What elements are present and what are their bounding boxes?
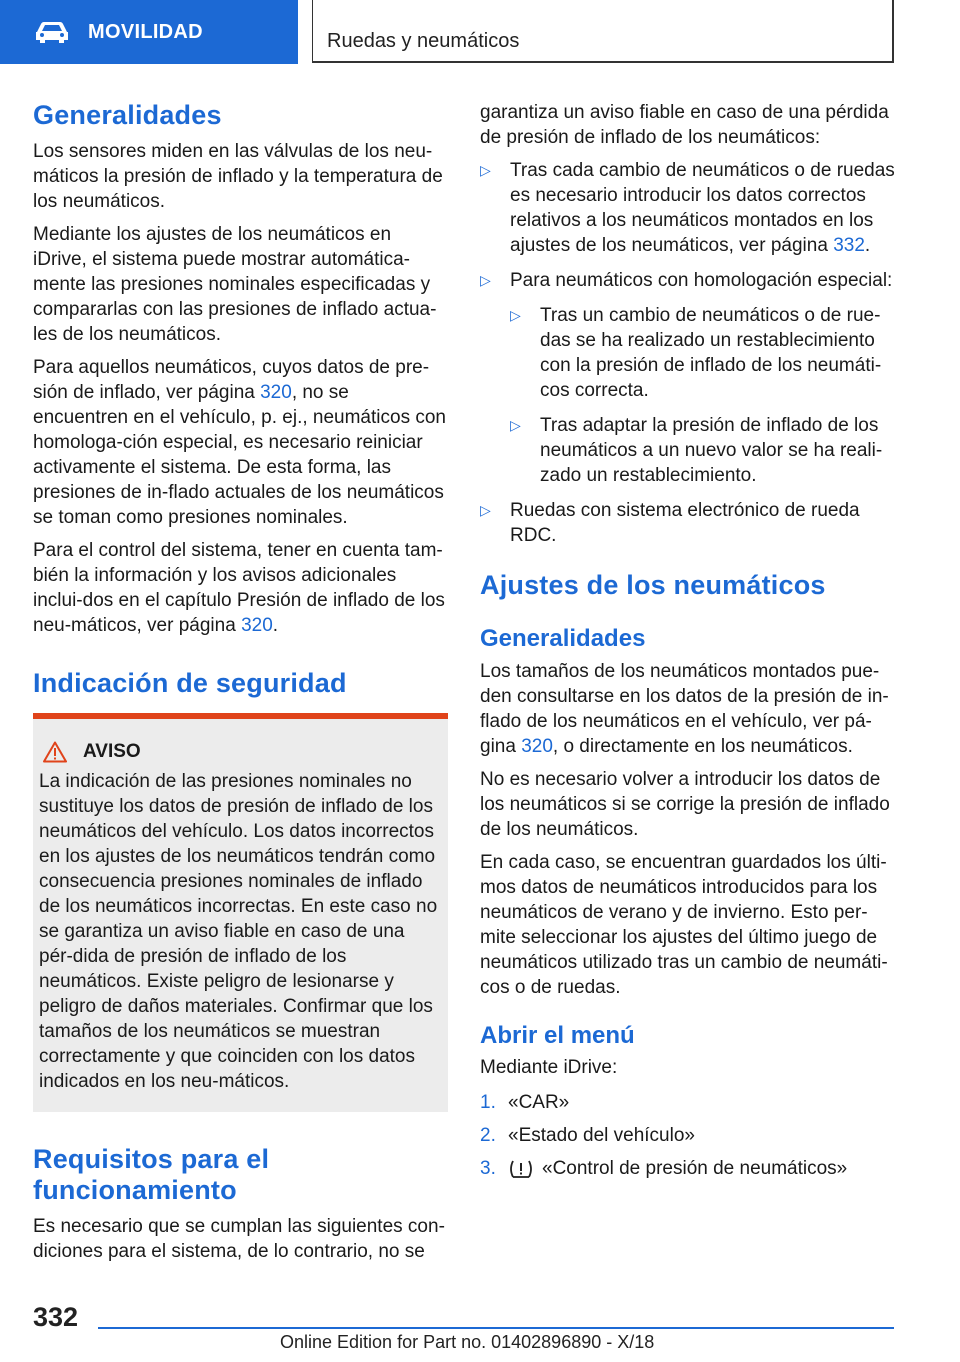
list-item: ▷ Para neumáticos con homologación especial: ▷ Tras un cambio de neumáticos o de rue-das se ha realizado un restablecimiento con la presión de inflado de los neumáti-cos correcta. ▷ Tras adaptar la presión de inflado de los neumáticos a un nuevo valor se ha reali-zado un restablecimiento. (480, 268, 898, 488)
page-number: 332 (33, 1302, 79, 1332)
paragraph: Los sensores miden en las válvulas de los neu-máticos la presión de inflado y la temperatura de los neumáticos. (33, 141, 443, 213)
warning-title: AVISO (83, 741, 141, 763)
heading-generalidades: Generalidades (33, 100, 222, 130)
heading-generalidades-2: Generalidades (480, 625, 646, 653)
menu-item-tire-pressure[interactable]: «Control de presión de neumáticos» (542, 1158, 848, 1180)
section-label: MOVILIDAD (88, 20, 203, 43)
requirements-list (480, 158, 898, 548)
list-item: ▷ Tras un cambio de neumáticos o de rue-das se ha realizado un restablecimiento con la presión de inflado de los neumáti-cos correcta. (510, 303, 898, 403)
car-icon (34, 20, 70, 44)
page-link[interactable]: 332 (833, 235, 865, 256)
footer-divider (98, 1327, 894, 1329)
menu-item-car[interactable]: «CAR» (508, 1092, 570, 1114)
paragraph: Los tamaños de los neumáticos montados pue-den consultarse en los datos de la presión de in-flado de los neumáticos en el vehículo, ver pá-gina 320, o directamente en los neumáticos. (480, 660, 889, 757)
right-column (480, 100, 898, 1189)
paragraph: No es necesario volver a introducir los datos de los neumáticos si se corrige la presión de inflado de los neumáticos. (480, 768, 890, 840)
warning-icon (43, 741, 67, 763)
left-column (33, 100, 448, 1272)
paragraph: Para aquellos neumáticos, cuyos datos de pre-sión de inflado, ver página 320, no se encuentren en el vehículo, p. ej., neumáticos con homologa-ción especial, es necesario reiniciar activamente el sistema. De esta forma, las presiones de in-flado actuales de los neumáticos se toman como presiones nominales. (33, 357, 446, 529)
paragraph: En cada caso, se encuentran guardados los últi-mos datos de neumáticos introducidos para los neumáticos de verano y de invierno. Esto per-mite seleccionar los ajustes del último juego de neumáticos utilizado tras un cambio de neumáti-cos o de ruedas. (480, 851, 888, 998)
list-item: ▷ Ruedas con sistema electrónico de rueda RDC. (480, 498, 898, 548)
paragraph: Mediante los ajustes de los neumáticos en iDrive, el sistema puede mostrar automática-mente las presiones nominales especificadas y compararlas con las presiones de inflado actua-les de los neumáticos. (33, 224, 437, 346)
warning-box (33, 713, 448, 1112)
heading-seguridad: Indicación de seguridad (33, 668, 347, 699)
paragraph: Mediante iDrive: (480, 1057, 618, 1079)
step-item: 3. «Control de presión de neumáticos» (480, 1158, 848, 1180)
step-item: 1. «CAR» (480, 1092, 570, 1114)
page-link[interactable]: 320 (521, 735, 553, 757)
footer-edition: Online Edition for Part no. 01402896890 - X/18 (280, 1332, 655, 1352)
chapter-title: Ruedas y neumáticos (327, 30, 520, 52)
tire-pressure-icon (508, 1159, 534, 1179)
paragraph: garantiza un aviso fiable en caso de una pérdida de presión de inflado de los neumáticos: (480, 102, 889, 148)
list-item: ▷ Tras adaptar la presión de inflado de los neumáticos a un nuevo valor se ha reali-zado un restablecimiento. (510, 413, 898, 488)
warning-text: La indicación de las presiones nominales no sustituye los datos de presión de inflado de los neumáticos del vehículo. Los datos incorrectos en los ajustes de los neumáticos tendrán como consecuencia presiones nominales de inflado de los neumáticos incorrectas. En este caso no se garantiza un aviso fiable en caso de una pér-dida de presión de inflado de los neumáticos. Existe peligro de lesionarse y peligro de daños materiales. Confirmar que los tamaños de los neumáticos se muestran correctamente y que coinciden con los datos indicados en los neu-máticos. (39, 771, 438, 1093)
heading-requisitos: Requisitos para el funcionamiento (33, 1144, 270, 1206)
step-item: 2. «Estado del vehículo» (480, 1125, 695, 1147)
list-item: ▷ Tras cada cambio de neumáticos o de ruedas es necesario introducir los datos correctos relativos a los neumáticos montados en los ajustes de los neumáticos, ver página 332. (480, 158, 898, 258)
chapter-header (312, 0, 894, 63)
paragraph: Es necesario que se cumplan las siguientes con-diciones para el sistema, de lo contrario, no se (33, 1216, 445, 1263)
section-tab[interactable] (0, 0, 298, 64)
menu-item-vehicle-status[interactable]: «Estado del vehículo» (508, 1125, 695, 1147)
steps-list (480, 1090, 898, 1181)
page-link[interactable]: 320 (260, 382, 292, 404)
sub-list (510, 303, 898, 488)
page-link[interactable]: 320 (241, 615, 273, 637)
heading-ajustes: Ajustes de los neumáticos (480, 570, 826, 600)
paragraph: Para el control del sistema, tener en cuenta tam-bién la información y los avisos adicionales inclui-dos en el capítulo Presión de inflado de los neu-máticos, ver página 320. (33, 540, 445, 637)
heading-abrir-menu: Abrir el menú (480, 1021, 635, 1049)
